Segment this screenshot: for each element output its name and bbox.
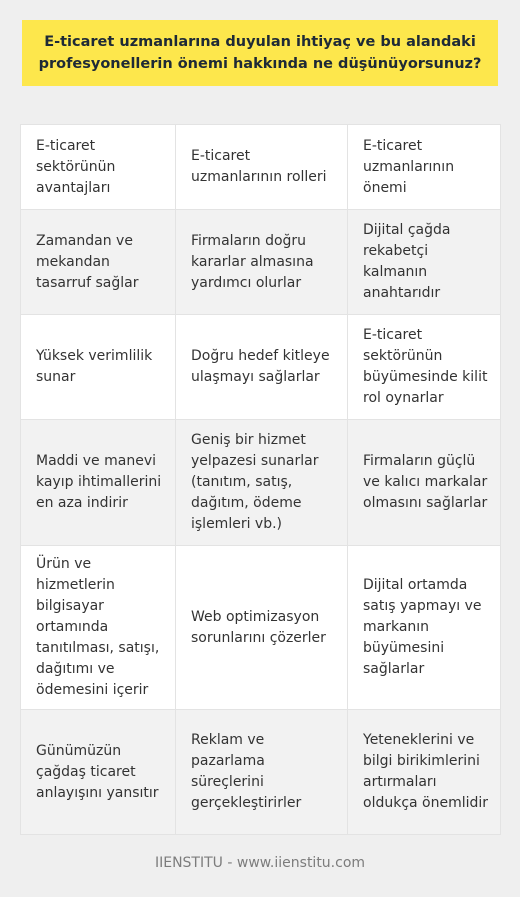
comparison-table [20, 124, 501, 835]
table-cell: Ürün ve hizmetlerin bilgisayar ortamında tanıtılması, satışı, dağıtımı ve ödemesini içerir [21, 546, 176, 710]
table-cell: Zamandan ve mekandan tasarruf sağlar [21, 210, 176, 315]
table-cell: Geniş bir hizmet yelpazesi sunarlar (tanıtım, satış, dağıtım, ödeme işlemleri vb.) [176, 420, 348, 546]
table-row [21, 315, 501, 420]
table-cell: Reklam ve pazarlama süreçlerini gerçekleştirirler [176, 710, 348, 835]
table-cell: Günümüzün çağdaş ticaret anlayışını yansıtır [21, 710, 176, 835]
table-cell: Dijital ortamda satış yapmayı ve markanın büyümesini sağlarlar [348, 546, 501, 710]
table-row [21, 210, 501, 315]
table-cell: Web optimizasyon sorunlarını çözerler [176, 546, 348, 710]
table-row [21, 420, 501, 546]
table-cell: Maddi ve manevi kayıp ihtimallerini en aza indirir [21, 420, 176, 546]
table-cell: E-ticaret uzmanlarının önemi [348, 125, 501, 210]
title-banner [22, 20, 498, 86]
table-row [21, 546, 501, 710]
table-row [21, 710, 501, 835]
table-cell: Dijital çağda rekabetçi kalmanın anahtarıdır [348, 210, 501, 315]
footer-credit: IIENSTITU - www.iienstitu.com [154, 855, 366, 871]
table-cell: Firmaların doğru kararlar almasına yardımcı olurlar [176, 210, 348, 315]
table-row [21, 125, 501, 210]
table-cell: E-ticaret uzmanlarının rolleri [176, 125, 348, 210]
table-cell: Doğru hedef kitleye ulaşmayı sağlarlar [176, 315, 348, 420]
table-cell: Yeteneklerini ve bilgi birikimlerini artırmaları oldukça önemlidir [348, 710, 501, 835]
table-cell: Yüksek verimlilik sunar [21, 315, 176, 420]
page-title: E-ticaret uzmanlarına duyulan ihtiyaç ve bu alandaki profesyonellerin önemi hakkında ne düşünüyorsunuz? [38, 34, 482, 72]
table-cell: E-ticaret sektörünün avantajları [21, 125, 176, 210]
table-cell: E-ticaret sektörünün büyümesinde kilit rol oynarlar [348, 315, 501, 420]
table-cell: Firmaların güçlü ve kalıcı markalar olmasını sağlarlar [348, 420, 501, 546]
